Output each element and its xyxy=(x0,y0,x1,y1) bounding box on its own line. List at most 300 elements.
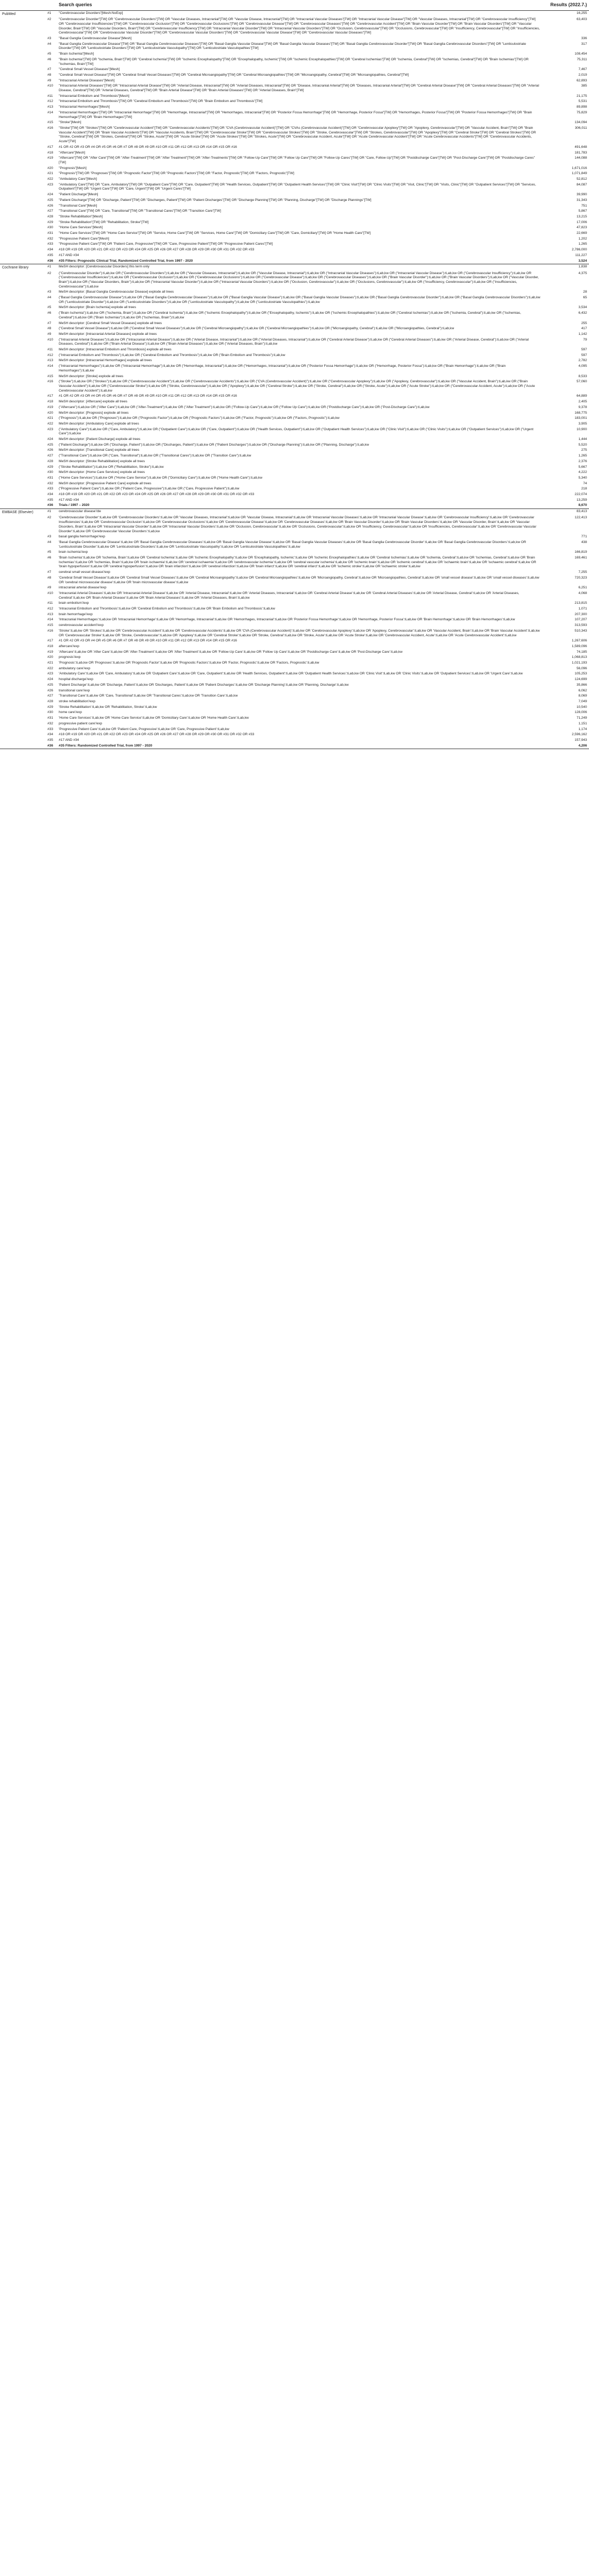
query-cell: "Aftercare"[TW] OR "After Care"[TW] OR "After-Treatment"[TW] OR "After Treatment"[TW] OR "After-Treatments"[TW] OR "Follow-Up Care"[TW] OR "Follow Up Care"[TW] OR "Follow-Up Cares"[TW] OR "Care, Follow-Up"[TW] OR "Postdischarge Care"[TW] OR "Post-Discharge Care"[TW] OR "Postdischarge Cares"[TW] xyxy=(59,156,535,164)
query-cell: "Basal Ganglia Cerebrovascular Disease"[Mesh] xyxy=(59,37,132,41)
results-cell: 107,207 xyxy=(575,618,587,622)
query-cell: ("Intracranial Hemorrhages"):ti,ab,kw OR ("Intracranial Hemorrhage"):ti,ab,kw OR ("Hemorrhage, Intracranial"):ti,ab,kw OR ("Hemorrhages, Intracranial"):ti,ab,kw OR ("Posterior Fossa Hemorrhage"):ti,ab,kw OR ("Hemorrhage, Posterior Fossa"):ti,ab,kw OR ("Brain Hemorrhage"):ti,ab,kw OR ("Brain Hemorrhages"):ti,ab,kw xyxy=(59,364,506,372)
table-row xyxy=(0,416,589,421)
database-cell xyxy=(0,145,45,150)
results-cell: 255 xyxy=(581,321,587,325)
results-cell: 39,990 xyxy=(576,193,587,197)
step-cell: #12 xyxy=(47,99,54,104)
table-row xyxy=(0,683,589,688)
table-row xyxy=(0,509,589,516)
table-row xyxy=(0,326,589,332)
step-cell: #21 xyxy=(47,172,54,176)
results-cell: 213,815 xyxy=(575,601,587,605)
query-cell: MeSH descriptor: [Intracranial Hemorrhages] explode all trees xyxy=(59,359,152,363)
step-cell: #26 xyxy=(47,204,54,208)
results-cell: 2,376 xyxy=(578,459,587,463)
results-cell: 4,206 xyxy=(543,743,589,749)
table-row xyxy=(0,666,589,672)
table-row xyxy=(0,105,589,110)
table-row xyxy=(0,476,589,481)
database-cell xyxy=(0,732,45,738)
results-cell: 5,340 xyxy=(578,476,587,480)
database-cell xyxy=(0,459,45,465)
table-row xyxy=(0,427,589,437)
query-cell: "Stroke"[Mesh] xyxy=(59,121,81,125)
query-cell: MeSH descriptor: [Basal Ganglia Cerebrovascular Disease] explode all trees xyxy=(59,290,174,294)
table-row xyxy=(0,73,589,78)
results-cell: 52,812 xyxy=(576,177,587,181)
query-cell: MeSH descriptor: [Stroke] explode all trees xyxy=(59,374,124,378)
step-cell: #4 xyxy=(47,42,52,46)
results-cell: 1,174 xyxy=(578,727,587,731)
step-cell: #1 xyxy=(45,509,57,516)
database-cell xyxy=(0,476,45,481)
step-cell: #2 xyxy=(47,271,52,275)
step-cell: #7 xyxy=(47,321,52,325)
query-cell: 'Intracranial Arterial Diseases':ti,ab,kw OR 'Intracranial Arterial Disease':ti,ab,kw OR 'Arterial Disease, Intracranial':ti,ab,kw OR 'Arterial Diseases, Intracranial':ti,ab,kw OR 'Cerebral Arterial Disease':ti,ab,kw OR 'Cerebral Arterial Diseases':ti,ab,kw OR 'Arterial Disease, Cerebral':ti,ab,kw OR 'Arterial Diseases, Cerebral':ti,ab,kw OR 'Brain Arterial Disease':ti,ab,kw OR 'Brain Arterial Diseases':ti,ab,kw OR 'Arterial Diseases, Brain':ti,ab,kw xyxy=(59,591,519,600)
table-row xyxy=(0,321,589,327)
step-cell: #19 xyxy=(47,156,54,160)
query-cell: 'Aftercare':ti,ab,kw OR 'After Care':ti,ab,kw OR 'After-Treatment':ti,ab,kw OR 'After Treatment':ti,ab,kw OR 'Follow-Up Care':ti,ab,kw OR 'Follow Up Care':ti,ab,kw OR 'Postdischarge Care':ti,ab,kw OR 'Post-Discharge Care':ti,ab,kw xyxy=(59,650,403,654)
database-cell xyxy=(0,585,45,591)
table-row xyxy=(0,242,589,247)
results-cell: 57,060 xyxy=(576,380,587,384)
query-cell: MeSH descriptor: [Progressive Patient Care] explode all trees xyxy=(59,481,152,485)
query-cell: #1 OR #2 OR #3 OR #4 OR #5 OR #6 OR #7 OR #8 OR #9 OR #10 OR #11 OR #12 OR #13 OR #14 OR #15 OR #16 xyxy=(59,394,237,398)
database-cell xyxy=(0,601,45,606)
database-cell xyxy=(0,617,45,623)
step-cell: #30 xyxy=(47,470,54,474)
results-cell: 218 xyxy=(581,487,587,491)
results-cell: 169,461 xyxy=(575,556,587,560)
table-row xyxy=(0,638,589,644)
query-cell: ("Aftercare"):ti,ab,kw OR ("After Care"):ti,ab,kw OR ("After-Treatment"):ti,ab,kw OR ("After Treatment"):ti,ab,kw OR ("Follow-Up Care"):ti,ab,kw OR ("Follow Up Care"):ti,ab,kw OR ("Postdischarge Care"):ti,ab,kw OR ("Post-Discharge Care"):ti,ab,kw xyxy=(59,405,430,409)
table-row xyxy=(0,192,589,198)
query-cell: "Stroke"[TW] OR "Strokes"[TW] OR "Cerebrovascular Accident"[TW] OR "Cerebrovascular Accidents"[TW] OR "CVA (Cerebrovascular Accident)"[TW] OR "CVAs (Cerebrovascular Accident)"[TW] OR "Cerebrovascular Apoplexy"[TW] OR "Apoplexy, Cerebrovascular"[TW] OR "Vascular Accident, Brain"[TW] OR "Brain Vascular Accident"[TW] OR "Brain Vascular Accidents"[TW] OR "Vascular Accidents, Brain"[TW] OR "Cerebrovascular Stroke"[TW] OR "Cerebrovascular Strokes"[TW] OR "Stroke, Cerebrovascular"[TW] OR "Strokes, Cerebrovascular"[TW] OR "Apoplexy"[TW] OR "Cerebral Stroke"[TW] OR "Cerebral Strokes"[TW] OR "Stroke, Cerebral"[TW] OR "Strokes, Cerebral"[TW] OR "Stroke, Acute"[TW] OR "Acute Stroke"[TW] OR "Acute Strokes"[TW] OR "Strokes, Acute"[TW] OR "Cerebrovascular Accident, Acute"[TW] OR "Acute Cerebrovascular Accident"[TW] OR "Acute Cerebrovascular Accidents"[TW] OR "Cerebrovascular Accidents, Acute"[TW] xyxy=(59,126,536,144)
table-body xyxy=(0,11,589,749)
table-row xyxy=(0,612,589,618)
database-cell xyxy=(0,416,45,421)
query-cell: #1 OR #2 OR #3 OR #4 OR #5 OR #6 OR #7 OR #8 OR #9 OR #10 OR #11 OR #12 OR #13 OR #14 OR #15 OR #16 xyxy=(59,145,237,149)
query-cell: hospital discharge'/exp xyxy=(59,677,93,682)
database-cell xyxy=(0,743,45,749)
table-row xyxy=(0,677,589,683)
step-cell: #18 xyxy=(47,644,54,648)
database-cell xyxy=(0,555,45,570)
table-row xyxy=(0,394,589,399)
step-cell: #27 xyxy=(47,454,54,458)
results-cell: 84,087 xyxy=(576,182,587,187)
query-cell: 'Cerebrovascular Disorder':ti,ab,kw OR 'Cerebrovascular Disorders':ti,ab,kw OR 'Vascular Diseases, Intracranial':ti,ab,kw OR 'Vascular Disease, Intracranial':ti,ab,kw OR 'Intracranial Vascular Diseases':ti,ab,kw OR 'Intracranial Vascular Disease':ti,ab,kw OR 'Cerebrovascular Insufficiency':ti,ab,kw OR 'Cerebrovascular Insufficiencies':ti,ab,kw OR 'Cerebrovascular Occlusion':ti,ab,kw OR 'Cerebrovascular Occlusions':ti,ab,kw OR 'Cerebrovascular Disease':ti,ab,kw OR 'Cerebrovascular Diseases':ti,ab,kw OR 'Brain Vascular Disorder':ti,ab,kw OR 'Brain Vascular Disorders':ti,ab,kw OR 'Vascular Disorder, Brain':ti,ab,kw OR 'Vascular Disorders, Brain':ti,ab,kw OR 'Intracranial Vascular Disorder':ti,ab,kw OR 'Intracranial Vascular Disorders':ti,ab,kw OR 'Occlusion, Cerebrovascular':ti,ab,kw OR 'Occlusions, Cerebrovascular':ti,ab,kw OR 'Insufficiency, Cerebrovascular':ti,ab,kw OR 'Insufficiencies, Cerebrovascular':ti,ab,kw OR 'Cerebrovascular Vascular Disorder':ti,ab,kw OR 'Cerebrovascular Vascular Disorders':ti,ab,kw xyxy=(59,516,536,533)
table-row xyxy=(0,214,589,220)
results-cell: 2,786,000 xyxy=(571,248,587,252)
step-cell: #13 xyxy=(47,359,54,363)
database-cell xyxy=(0,110,45,120)
database-cell xyxy=(0,259,45,264)
table-row xyxy=(0,534,589,540)
database-cell xyxy=(0,427,45,437)
results-cell: 1,444 xyxy=(578,437,587,442)
database-cell xyxy=(0,353,45,359)
query-cell: "Intracranial Embolism and Thrombosis"[Mesh] xyxy=(59,94,129,98)
table-row xyxy=(0,236,589,242)
query-cell: MeSH descriptor: [Aftercare] explode all trees xyxy=(59,400,128,404)
database-cell xyxy=(0,379,45,394)
results-cell: 5,867 xyxy=(578,209,587,213)
table-row xyxy=(0,699,589,705)
database-cell xyxy=(0,83,45,93)
table-row xyxy=(0,57,589,67)
query-cell: ("Patient Discharge"):ti,ab,kw OR ("Discharge, Patient"):ti,ab,kw OR ("Discharges, Patient"):ti,ab,kw OR ("Patient Discharges"):ti,ab,kw OR ("Discharge Planning"):ti,ab,kw OR ("Planning, Discharge"):ti,ab,kw xyxy=(59,443,369,447)
query-cell: #18 OR #19 OR #20 OR #21 OR #22 OR #23 OR #24 OR #25 OR #26 OR #27 OR #28 OR #29 OR #30 OR #31 OR #32 OR #33 xyxy=(59,733,255,737)
results-cell: 4,375 xyxy=(578,271,587,275)
query-cell: MeSH descriptor: [Transitional Care] explode all trees xyxy=(59,448,140,452)
database-cell xyxy=(0,481,45,487)
query-cell: "Stroke Rehabilitation"[TW] OR "Rehabilitation, Stroke"[TW] xyxy=(59,220,149,224)
table-row xyxy=(0,204,589,209)
table-row xyxy=(0,486,589,492)
database-cell xyxy=(0,650,45,655)
results-cell: 6,432 xyxy=(578,311,587,315)
results-cell: 74,185 xyxy=(576,650,587,654)
step-cell: #13 xyxy=(47,105,54,109)
database-cell xyxy=(0,156,45,165)
header-search-queries: Search queries xyxy=(57,0,543,11)
query-cell: MeSH descriptor: [Ambulatory Care] explode all trees xyxy=(59,421,139,426)
query-cell: progressive patient care'/exp xyxy=(59,721,103,725)
query-cell: 'Transitional Care':ti,ab,kw OR 'Care, Transitional':ti,ab,kw OR 'Transitional Cares':ti,ab,kw OR 'Transition Care':ti,ab,kw xyxy=(59,694,238,698)
table-row xyxy=(0,231,589,236)
results-cell: 83,413 xyxy=(543,509,589,516)
step-cell: #3 xyxy=(47,37,52,41)
query-cell: #17 AND #34 xyxy=(59,738,79,742)
results-cell: 2,782 xyxy=(578,359,587,363)
step-cell: #22 xyxy=(47,421,54,426)
query-cell: 'Ambulatory Care':ti,ab,kw OR 'Care, Ambulatory':ti,ab,kw OR 'Outpatient Care':ti,ab,kw OR 'Care, Outpatient':ti,ab,kw OR 'Health Services, Outpatient':ti,ab,kw OR 'Outpatient Health Services':ti,ab,kw OR 'Clinic Visit':ti,ab,kw OR 'Clinic Visits':ti,ab,kw OR 'Outpatient Services':ti,ab,kw OR 'Urgent Care':ti,ab,kw xyxy=(59,672,523,676)
results-cell: 3,905 xyxy=(578,421,587,426)
step-cell: #12 xyxy=(47,353,54,357)
query-cell: "Cerebrovascular Disorder"[TW] OR "Cerebrovascular Disorders"[TW] OR "Vascular Diseases, Intracranial"[TW] OR "Vascular Disease, Intracranial"[TW] OR "Intracranial Vascular Diseases"[TW] OR "Intracranial Vascular Disease"[TW] OR "Vascular Diseases, Intracranial"[TW] OR "Cerebrovascular Insufficiency"[TW] OR "Cerebrovascular Insufficiencies"[TW] OR "Cerebrovascular Occlusion"[TW] OR "Cerebrovascular Occlusions"[TW] OR "Cerebrovascular Disease"[TW] OR "Cerebrovascular Diseases"[TW] OR "Cerebrovascular Accident"[TW] OR "Brain Vascular Disorder"[TW] OR "Brain Vascular Disorders"[TW] OR "Vascular Disorder, Brain"[TW] OR "Vascular Disorders, Brain"[TW] OR "Cerebrovascular Insufficiency"[TW] OR "Intracranial Vascular Disorder"[TW] OR "Intracranial Vascular Disorders"[TW] OR "Occlusion, Cerebrovascular"[TW] OR "Occlusions, Cerebrovascular"[TW] OR "Insufficiency, Cerebrovascular"[TW] OR "Insufficiencies, Cerebrovascular"[TW] OR "Cerebrovascular Vascular Disorder"[TW] OR "Cerebrovascular Vascular Disorders"[TW] OR "Cerebrovascular Vascular Disease"[TW] OR "Cerebrovascular Vascular Diseases"[TW] xyxy=(59,18,540,35)
database-cell xyxy=(0,311,45,320)
database-cell xyxy=(0,677,45,683)
database-cell xyxy=(0,192,45,198)
results-cell: 8,533 xyxy=(578,374,587,378)
step-cell: #32 xyxy=(47,481,54,485)
step-cell: #31 xyxy=(47,716,54,720)
step-cell: #5 xyxy=(47,306,52,310)
step-cell: #35 xyxy=(47,253,54,257)
step-cell: #23 xyxy=(47,182,54,187)
step-cell: #3 xyxy=(47,290,52,294)
header-results: Results (2022.7.) xyxy=(543,0,589,11)
table-row xyxy=(0,575,589,585)
database-cell xyxy=(0,465,45,470)
table-row xyxy=(0,120,589,126)
step-cell: #14 xyxy=(47,110,54,114)
results-cell: 7,049 xyxy=(578,700,587,703)
database-cell xyxy=(0,492,45,498)
database-cell xyxy=(0,448,45,453)
results-cell: 751 xyxy=(581,204,587,208)
step-cell: #22 xyxy=(47,666,54,670)
database-cell xyxy=(0,67,45,73)
step-cell: #9 xyxy=(47,332,52,336)
table-row xyxy=(0,448,589,453)
query-cell: 'Home Care Services':ti,ab,kw OR 'Home Care Service':ti,ab,kw OR 'Domiciliary Care':ti,ab,kw OR 'Home Health Care':ti,ab,kw xyxy=(59,716,249,720)
query-cell: 'Basal Ganglia Cerebrovascular Disease':ti,ab,kw OR 'Basal Ganglia Cerebrovascular Diseases':ti,ab,kw OR 'Basal Ganglia Vascular Disease':ti,ab,kw OR 'Basal Ganglia Vascular Diseases':ti,ab,kw OR 'Basal Ganglia Cerebrovascular Disorder':ti,ab,kw OR 'Basal Ganglia Cerebrovascular Disorders':ti,ab,kw OR 'Lenticulostriate Disorder':ti,ab,kw OR 'Lenticulostriate Disorders':ti,ab,kw OR 'Lenticulostriate Vasculopathy':ti,ab,kw OR 'Lenticulostriate Vasculopathies':ti,ab,kw xyxy=(59,540,526,549)
results-cell: 207,300 xyxy=(575,612,587,616)
step-cell: #27 xyxy=(47,694,54,698)
table-row xyxy=(0,660,589,666)
results-cell: 35,866 xyxy=(576,683,587,687)
query-cell: cerebrovascular disease'/de xyxy=(57,509,543,516)
query-cell: prognosis'/exp xyxy=(59,655,81,659)
step-cell: #19 xyxy=(47,650,54,654)
database-cell xyxy=(0,120,45,126)
results-cell: 168,775 xyxy=(575,411,587,415)
table-row xyxy=(0,705,589,710)
database-cell xyxy=(0,347,45,353)
results-cell: 75,829 xyxy=(576,110,587,114)
query-cell: #17 AND #34 xyxy=(59,253,79,257)
query-cell: 'Stroke Rehabilitation':ti,ab,kw OR 'Rehabilitation, Stroke':ti,ab,kw xyxy=(59,705,157,709)
results-cell: 1,071,849 xyxy=(571,172,587,176)
database-cell xyxy=(0,358,45,364)
step-cell: #8 xyxy=(47,575,52,580)
database-cell xyxy=(0,209,45,214)
results-cell: 31,343 xyxy=(576,198,587,202)
step-cell: #31 xyxy=(47,476,54,480)
query-cell: "Aftercare"[Mesh] xyxy=(59,150,86,155)
results-cell: 166,819 xyxy=(575,550,587,554)
step-cell: #20 xyxy=(47,411,54,415)
table-row xyxy=(0,459,589,465)
step-cell: #16 xyxy=(47,629,54,633)
table-row xyxy=(0,171,589,177)
step-cell: #13 xyxy=(47,612,54,616)
database-cell xyxy=(0,150,45,156)
query-cell: ("Brain Ischemia"):ti,ab,kw OR ("Ischemia, Brain"):ti,ab,kw OR ("Cerebral Ischemia"):ti,ab,kw OR ("Ischemic Encephalopathy"):ti,ab,kw OR ("Encephalopathy, Ischemic"):ti,ab,kw OR ("Ischemic Encephalopathies"):ti,ab,kw OR ("Cerebral Ischemias"):ti,ab,kw OR ("Ischemia, Cerebral"):ti,ab,kw OR ("Ischemias, Cerebral"):ti,ab,kw OR ("Brain Ischemias"):ti,ab,kw OR ("Ischemias, Brain"):ti,ab,kw xyxy=(59,311,521,319)
query-cell: 'Prognosis':ti,ab,kw OR 'Prognoses':ti,ab,kw OR 'Prognostic Factor':ti,ab,kw OR 'Prognostic Factors':ti,ab,kw OR 'Factor, Prognostic':ti,ab,kw OR 'Factors, Prognostic':ti,ab,kw xyxy=(59,661,319,665)
database-cell xyxy=(0,638,45,644)
results-cell: 63,403 xyxy=(576,18,587,22)
table-row xyxy=(0,405,589,411)
database-cell xyxy=(0,17,45,36)
table-row xyxy=(0,727,589,733)
database-cell xyxy=(0,710,45,716)
query-cell: "Prognosis"[TW] OR "Prognoses"[TW] OR "Prognostic Factor"[TW] OR "Prognostic Factors"[TW] OR "Factor, Prognostic"[TW] OR "Factors, Prognostic"[TW] xyxy=(59,172,294,176)
results-cell: 8,670 xyxy=(578,503,587,507)
query-cell: 'Brain Ischemia':ti,ab,kw OR 'Ischemia, Brain':ti,ab,kw OR 'Cerebral Ischemia':ti,ab,kw OR 'Ischemic Encephalopathy':ti,ab,kw OR 'Encephalopathy, Ischemic':ti,ab,kw OR 'Ischemic Encephalopathies':ti,ab,kw OR 'Cerebral Ischemias':ti,ab,kw OR 'Ischemia, Cerebral':ti,ab,kw OR 'Ischemias, Cerebral':ti,ab,kw OR 'Brain Ischemias':ti,ab,kw OR 'Ischemias, Brain':ti,ab,kw OR 'brain ischaemia':ti,ab,kw OR 'cerebral ischaemia':ti,ab,kw OR 'cerebrovascular ischemia':ti,ab,kw OR 'cerebral vascular ischemia':ti,ab,kw OR 'ischemic brain':ti,ab,kw OR 'ischemic cerebral':ti,ab,kw OR 'ischaemic brain':ti,ab,kw OR 'ischaemic cerebral':ti,ab,kw OR 'brain hypoperfusion':ti,ab,kw OR 'cerebral hypoperfusion':ti,ab,kw OR 'brain infarction':ti,ab,kw OR 'cerebral infarction':ti,ab,kw OR 'brain infarct':ti,ab,kw OR 'cerebral infarct':ti,ab,kw OR 'ischemic stroke':ti,ab,kw OR 'ischaemic stroke':ti,ab,kw xyxy=(59,556,536,569)
step-cell: #5 xyxy=(47,550,52,554)
results-cell: 7,467 xyxy=(578,67,587,72)
step-cell: #17 xyxy=(47,145,54,149)
results-cell: 56,096 xyxy=(576,666,587,670)
query-cell: MeSH descriptor: [Intracranial Arterial Diseases] explode all trees xyxy=(59,332,157,336)
query-cell: MeSH descriptor: [Cerebrovascular Disorders] this term only xyxy=(57,264,543,271)
database-cell xyxy=(0,688,45,694)
results-cell: 5,667 xyxy=(578,465,587,469)
database-cell xyxy=(0,623,45,629)
step-cell: #24 xyxy=(47,677,54,682)
query-cell: "Ambulatory Care"[TW] OR "Care, Ambulatory"[TW] OR "Outpatient Care"[TW] OR "Care, Outpatient"[TW] OR "Health Services, Outpatient"[TW] OR "Outpatient Health Services"[TW] OR "Clinic Visit"[TW] OR "Clinic Visits"[TW] OR "Visit, Clinic"[TW] OR "Visits, Clinic"[TW] OR "Outpatient Services"[TW] OR "Services, Outpatient"[TW] OR "Urgent Care"[TW] OR "Care, Urgent"[TW] OR "Urgent Cares"[TW] xyxy=(59,182,536,191)
database-cell xyxy=(0,443,45,448)
results-cell: 122,413 xyxy=(575,516,587,520)
results-cell: 1,671,016 xyxy=(571,166,587,170)
step-cell: #16 xyxy=(47,380,54,384)
database-cell xyxy=(0,253,45,259)
step-cell: #5 xyxy=(47,52,52,56)
table-header xyxy=(0,0,589,11)
step-cell: #29 xyxy=(47,465,54,469)
table-row xyxy=(0,399,589,405)
table-row xyxy=(0,364,589,374)
results-cell: 157,943 xyxy=(575,738,587,742)
table-row xyxy=(0,591,589,601)
database-cell xyxy=(0,699,45,705)
database-cell xyxy=(0,105,45,110)
database-cell xyxy=(0,540,45,550)
results-cell: 89,898 xyxy=(576,105,587,109)
database-cell xyxy=(0,321,45,327)
database-cell xyxy=(0,470,45,476)
step-cell: #3 xyxy=(47,535,52,539)
query-cell: #17 AND #34 xyxy=(59,498,79,502)
step-cell: #23 xyxy=(47,427,54,431)
table-row xyxy=(0,716,589,721)
database-cell xyxy=(0,486,45,492)
results-cell: 1,068,813 xyxy=(571,655,587,659)
step-cell: #28 xyxy=(47,459,54,463)
results-cell: 491,648 xyxy=(575,145,587,149)
step-cell: #22 xyxy=(47,177,54,181)
query-cell: 'Intracranial Hemorrhages':ti,ab,kw OR 'Intracranial Hemorrhage':ti,ab,kw OR 'Hemorrhage, Intracranial':ti,ab,kw OR 'Hemorrhages, Intracranial':ti,ab,kw OR 'Posterior Fossa Hemorrhage':ti,ab,kw OR 'Hemorrhage, Posterior Fossa':ti,ab,kw OR 'Brain Hemorrhage':ti,ab,kw OR 'Brain Hemorrhages':ti,ab,kw xyxy=(59,618,515,622)
query-cell: ambulatory care'/exp xyxy=(59,666,90,670)
table-row xyxy=(0,332,589,337)
table-row xyxy=(0,253,589,259)
results-cell: 222,074 xyxy=(575,493,587,497)
database-cell xyxy=(0,738,45,743)
table-row xyxy=(0,347,589,353)
query-cell: ("Stroke Rehabilitation"):ti,ab,kw OR ("Rehabilitation, Stroke"):ti,ab,kw xyxy=(59,465,164,469)
table-row xyxy=(0,290,589,295)
database-cell xyxy=(0,295,45,305)
database-cell xyxy=(0,629,45,638)
step-cell: #9 xyxy=(47,78,52,82)
step-cell: #26 xyxy=(47,448,54,452)
step-cell: #6 xyxy=(47,57,52,61)
query-cell: brain embolism'/exp xyxy=(59,601,89,605)
table-row xyxy=(0,629,589,638)
database-cell xyxy=(0,606,45,612)
query-cell: MeSH descriptor: [Patient Discharge] explode all trees xyxy=(59,437,141,442)
results-cell: 336 xyxy=(581,37,587,41)
results-cell: 1,589,096 xyxy=(571,644,587,648)
database-cell xyxy=(0,242,45,247)
table-row xyxy=(0,465,589,470)
step-cell: #8 xyxy=(47,327,52,331)
query-cell: "Patient Discharge"[Mesh] xyxy=(59,193,98,197)
step-cell: #8 xyxy=(47,73,52,77)
results-cell: 510,343 xyxy=(575,629,587,633)
step-cell: #17 xyxy=(47,639,54,643)
database-cell xyxy=(0,437,45,443)
results-cell: 1,202 xyxy=(578,236,587,241)
query-cell: "Intracranial Hemorrhages"[TW] OR "Intracranial Hemorrhage"[TW] OR "Hemorrhage, Intracranial"[TW] OR "Hemorrhages, Intracranial"[TW] OR "Posterior Fossa Hemorrhage"[TW] OR "Hemorrhage, Posterior Fossa"[TW] OR "Hemorrhages, Posterior Fossa"[TW] OR "Posterior Fossa Hemorrhages"[TW] OR "Brain Hemorrhage"[TW] OR "Brain Hemorrhages"[TW] xyxy=(59,110,532,119)
table-row xyxy=(0,182,589,192)
step-cell: #26 xyxy=(47,688,54,692)
query-cell: "Cerebrovascular Disorders"[Mesh:NoExp] xyxy=(59,11,123,15)
database-cell xyxy=(0,515,45,534)
step-cell: #28 xyxy=(47,214,54,218)
table-row xyxy=(0,617,589,623)
database-cell xyxy=(0,693,45,699)
database-cell xyxy=(0,177,45,182)
database-cell xyxy=(0,99,45,105)
table-row xyxy=(0,644,589,650)
table-row xyxy=(0,247,589,253)
query-cell: MeSH descriptor: [Brain Ischemia] explode all trees xyxy=(59,306,136,310)
step-cell: #14 xyxy=(47,618,54,622)
database-cell xyxy=(0,453,45,459)
results-cell: 128,006 xyxy=(575,710,587,715)
database-cell xyxy=(0,591,45,601)
database-cell xyxy=(0,364,45,374)
table-row xyxy=(0,156,589,165)
results-cell: 79 xyxy=(583,337,587,342)
step-cell: #17 xyxy=(47,394,54,398)
results-cell: 8,069 xyxy=(578,694,587,698)
table-row xyxy=(0,650,589,655)
step-cell: #33 xyxy=(47,487,54,491)
database-cell xyxy=(0,721,45,727)
query-cell: aftercare'/exp xyxy=(59,644,79,648)
step-cell: #10 xyxy=(47,337,54,342)
header-database xyxy=(0,0,45,11)
results-cell: 2,019 xyxy=(578,73,587,77)
step-cell: #11 xyxy=(47,601,53,605)
results-cell: 1,265 xyxy=(578,242,587,246)
table-row xyxy=(0,585,589,591)
table-row xyxy=(0,42,589,52)
results-cell: 720,323 xyxy=(575,575,587,580)
database-cell: PubMed xyxy=(2,12,16,16)
table-row xyxy=(0,470,589,476)
step-cell: #21 xyxy=(47,416,54,420)
step-cell: #7 xyxy=(47,67,52,72)
results-cell: 306,011 xyxy=(575,126,587,130)
step-cell: #15 xyxy=(47,374,54,378)
table-row xyxy=(0,305,589,311)
database-cell xyxy=(0,498,45,503)
database-cell xyxy=(0,332,45,337)
query-cell: #1 OR #2 OR #3 OR #4 OR #5 OR #6 OR #7 OR #8 OR #9 OR #10 OR #11 OR #12 OR #13 OR #14 OR #15 OR #16 xyxy=(59,639,237,643)
database-cell xyxy=(0,271,45,290)
query-cell: ("Cerebral Small Vessel Disease"):ti,ab,kw OR ("Cerebral Small Vessel Diseases"):ti,ab,kw OR ("Cerebral Microangiopathy"):ti,ab,kw OR ("Cerebral Microangiopathies"):ti,ab,kw OR ("Microangiopathy, Cerebral"):ti,ab,kw OR ("Microangiopathies, Cerebral"):ti,ab,kw xyxy=(59,327,455,331)
query-cell: 'Stroke':ti,ab,kw OR 'Strokes':ti,ab,kw OR 'Cerebrovascular Accident':ti,ab,kw OR 'Cerebrovascular Accidents':ti,ab,kw OR 'CVA (Cerebrovascular Accident)':ti,ab,kw OR 'Cerebrovascular Apoplexy':ti,ab,kw OR 'Apoplexy, Cerebrovascular':ti,ab,kw OR 'Vascular Accident, Brain':ti,ab,kw OR 'Brain Vascular Accident':ti,ab,kw OR 'Cerebrovascular Stroke':ti,ab,kw OR 'Stroke, Cerebrovascular':ti,ab,kw OR 'Apoplexy':ti,ab,kw OR 'Cerebral Stroke':ti,ab,kw OR 'Stroke, Cerebral':ti,ab,kw OR 'Stroke, Acute':ti,ab,kw OR 'Acute Stroke':ti,ab,kw OR 'Cerebrovascular Accident, Acute':ti,ab,kw OR 'Acute Cerebrovascular Accident':ti,ab,kw xyxy=(59,629,540,637)
query-cell: "Transitional Care"[Mesh] xyxy=(59,204,97,208)
database-cell xyxy=(0,247,45,253)
database-cell xyxy=(0,671,45,677)
table-row xyxy=(0,503,589,509)
query-cell: "Home Care Services"[TW] OR "Home Care Service"[TW] OR "Service, Home Care"[TW] OR "Services, Home Care"[TW] OR "Domiciliary Care"[TW] OR "Care, Domiciliary"[TW] OR "Home Health Care"[TW] xyxy=(59,231,371,235)
database-cell xyxy=(0,182,45,192)
step-cell: #29 xyxy=(47,705,54,709)
table-row xyxy=(0,743,589,749)
database-cell xyxy=(0,503,45,509)
database-cell xyxy=(0,411,45,416)
table-row xyxy=(0,311,589,320)
